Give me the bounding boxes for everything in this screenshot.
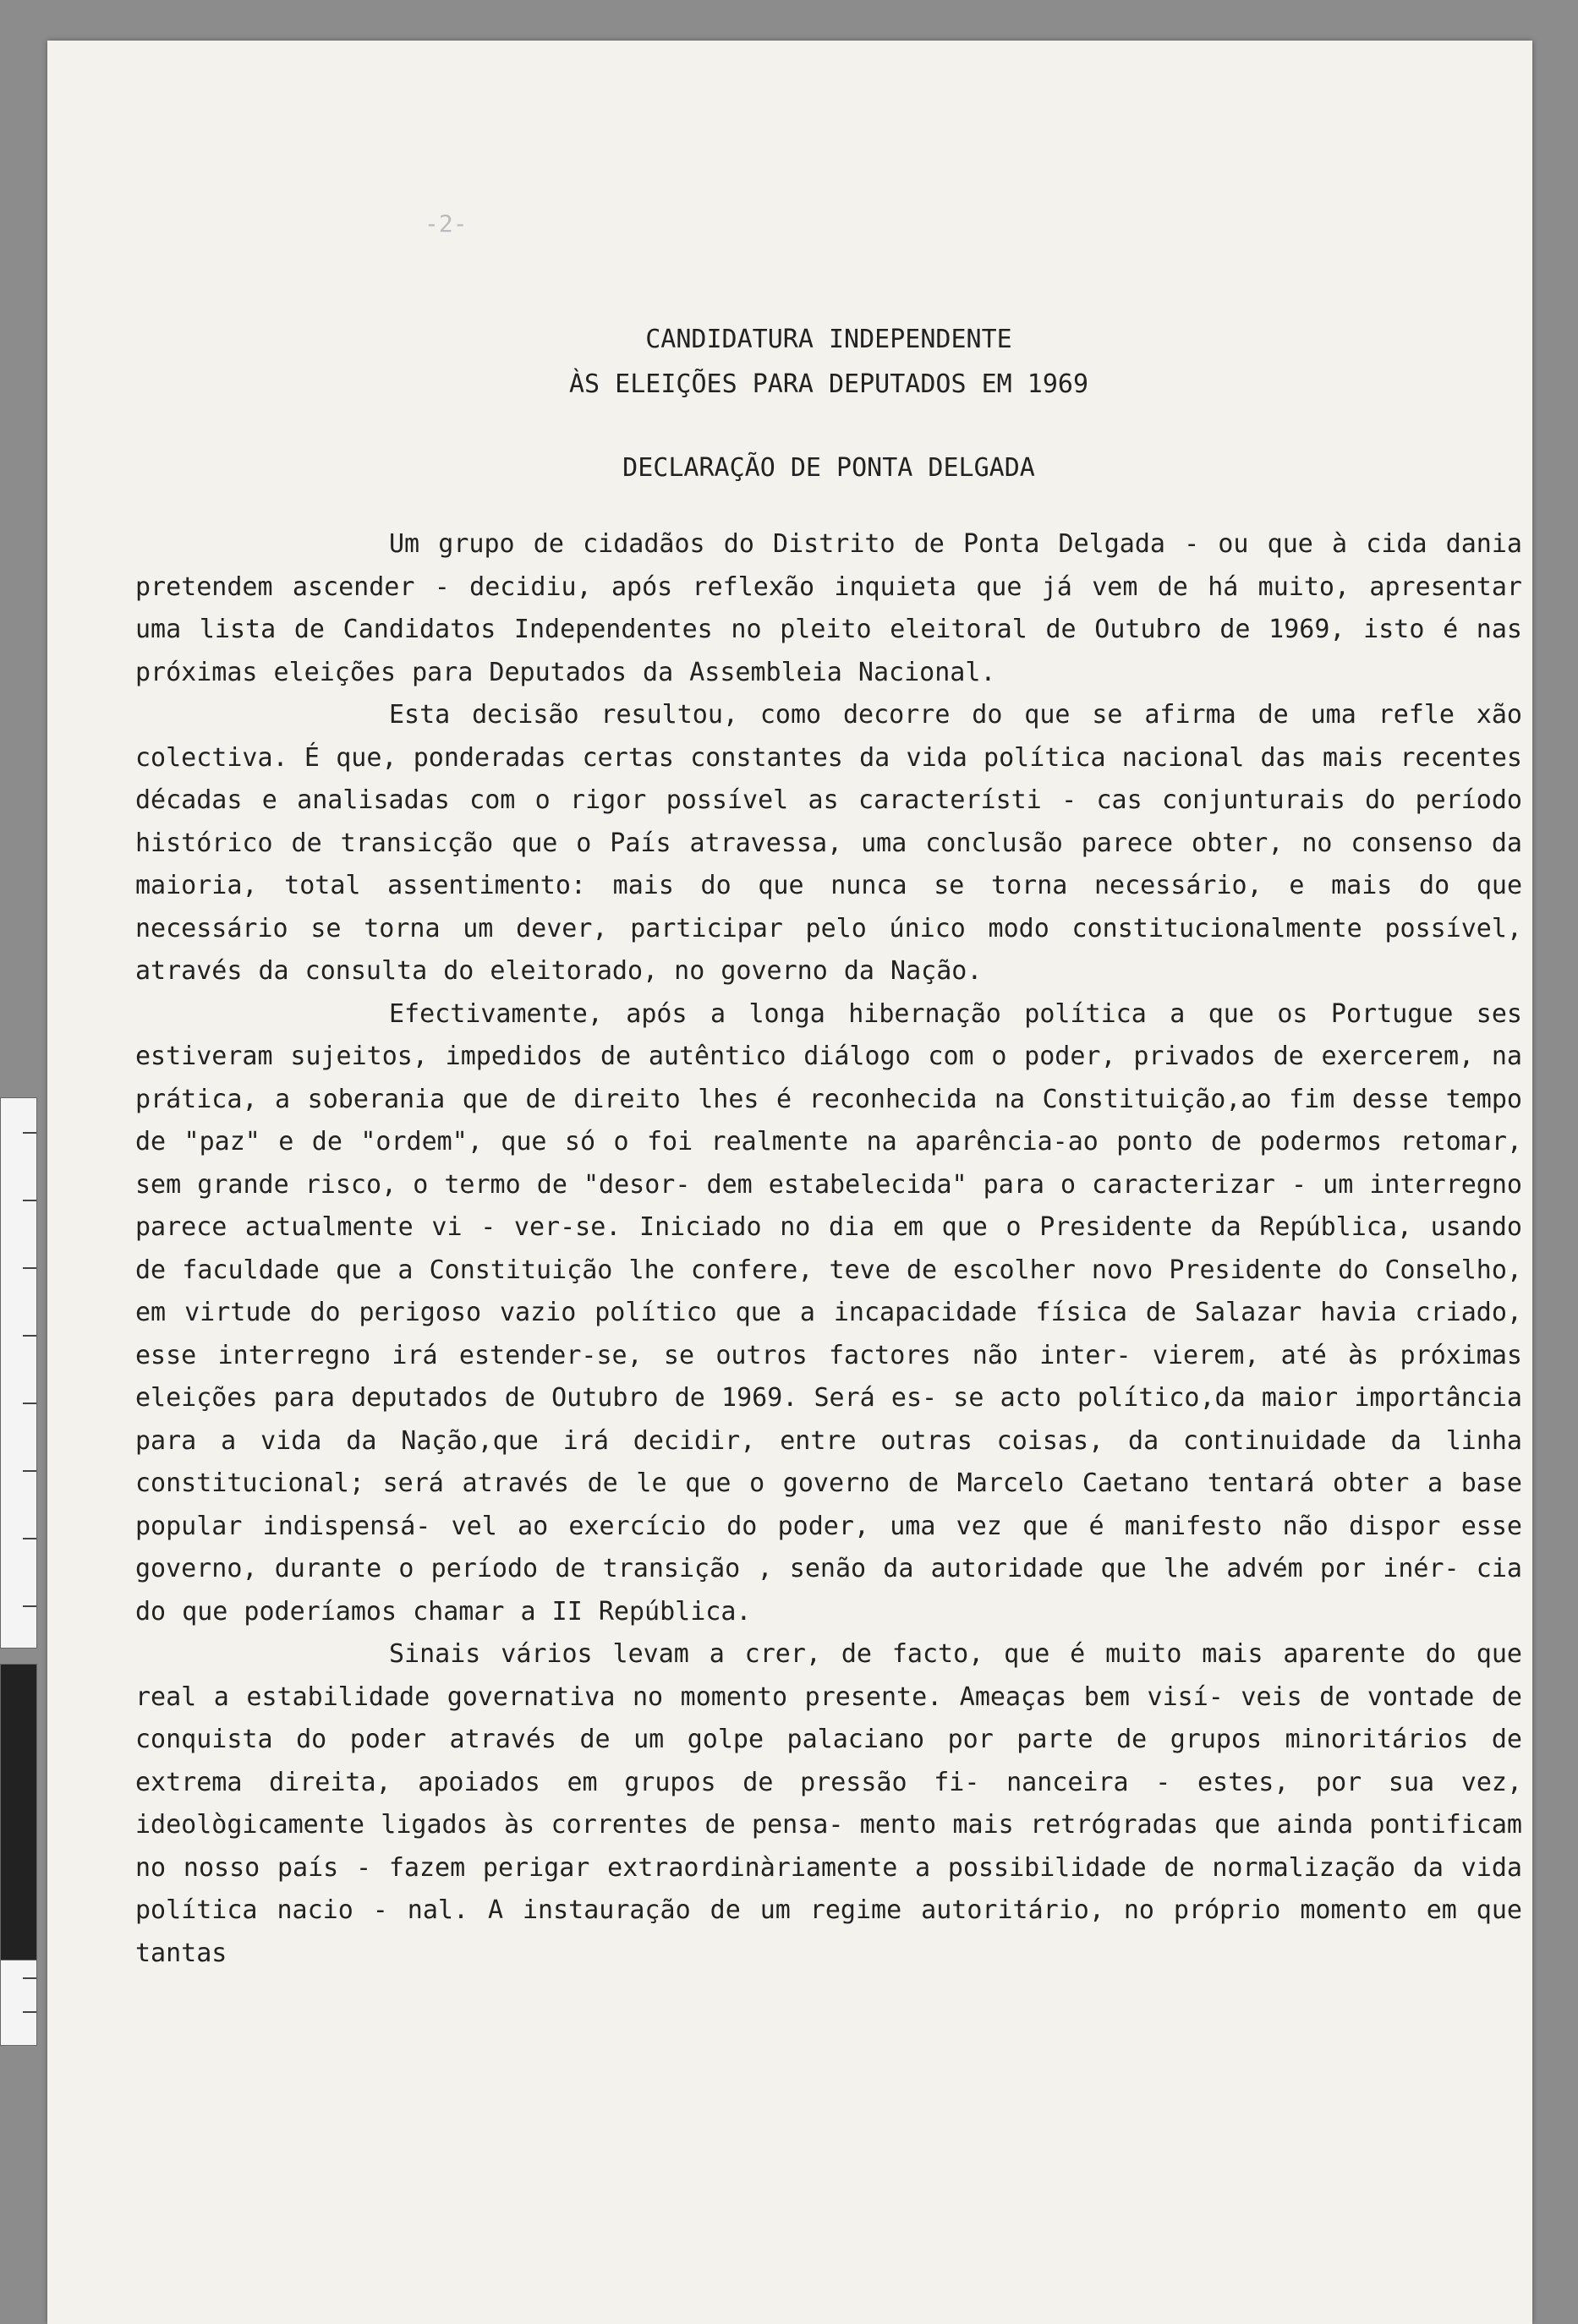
document-body <box>135 210 1522 1975</box>
color-scale-black-segment <box>0 1664 37 1961</box>
title-declaracao: DECLARAÇÃO DE PONTA DELGADA <box>622 453 1035 483</box>
paragraph-4: Sinais vários levam a crer, de facto, que é muito mais aparente do que real a estabilidade governativa no momento presente. Ameaças bem visí- veis de vontade de conquista do poder através de um golpe palaciano por parte de grupos minoritários de extrema direita, apoiados em grupos de pressão fi- nanceira - estes, por sua vez, ideològicamente ligados às correntes de pensa- mento mais retrógradas que ainda pontificam no nosso país - fazem perigar extraordinàriamente a possibilidade de normalização da vida política nacio - nal. A instauração de um regime autoritário, no próprio momento em que tantas <box>135 1639 1522 1968</box>
title-candidatura: CANDIDATURA INDEPENDENTE <box>645 325 1012 354</box>
document-page <box>47 41 1532 2324</box>
paragraph-3: Efectivamente, após a longa hibernação política a que os Portugue ses estiveram sujeitos, impedidos de autêntico diálogo com o poder, privados de exercerem, na prática, a soberania que de direito lhes é reconhecida na Constituição,ao fim desse tempo de "paz" e de "ordem", que só o foi realmente na aparência-ao ponto de podermos retomar, sem grande risco, o termo de "desor- dem estabelecida" para o caracterizar - um interregno parece actualmente vi - ver-se. Iniciado no dia em que o Presidente da República, usando de faculdade que a Constituição lhe confere, teve de escolher novo Presidente do Conselho, em virtude do perigoso vazio político que a incapacidade física de Salazar havia criado, esse interregno irá estender-se, se outros factores não inter- vierem, até às próximas eleições para deputados de Outubro de 1969. Será es- se acto político,da maior importância para a vida da Nação,que irá decidir, entre outras coisas, da continuidade da linha constitucional; será através de le que o governo de Marcelo Caetano tentará obter a base popular indispensá- vel ao exercício do poder, uma vez que é manifesto não dispor esse governo, durante o período de transição , senão da autoridade que lhe advém por inér- cia do que poderíamos chamar a II República. <box>135 998 1522 1627</box>
color-scale-ruler-segment <box>0 1960 37 2046</box>
page-number: -2- <box>425 210 468 238</box>
paragraph-1: Um grupo de cidadãos do Distrito de Ponta Delgada - ou que à cida dania pretendem ascender - decidiu, após reflexão inquieta que já vem de há muito, apresentar uma lista de Candidatos Independentes no pleito eleitoral de Outubro de 1969, isto é nas próximas eleições para Deputados da Assembleia Nacional. <box>135 529 1522 687</box>
color-scale-white-segment <box>0 1097 37 1649</box>
title-eleicoes: ÀS ELEIÇÕES PARA DEPUTADOS EM 1969 <box>568 369 1089 399</box>
paragraph-2: Esta decisão resultou, como decorre do que se afirma de uma refle xão colectiva. É que, ponderadas certas constantes da vida política nacional das mais recentes décadas e analisadas com o rigor possível as característi - cas conjunturais do período histórico de transicção que o País atravessa, uma conclusão parece obter, no consenso da maioria, total assentimento: mais do que nunca se torna necessário, e mais do que necessário se torna um dever, participar pelo único modo constitucionalmente possível, através da consulta do eleitorado, no governo da Nação. <box>135 700 1522 986</box>
